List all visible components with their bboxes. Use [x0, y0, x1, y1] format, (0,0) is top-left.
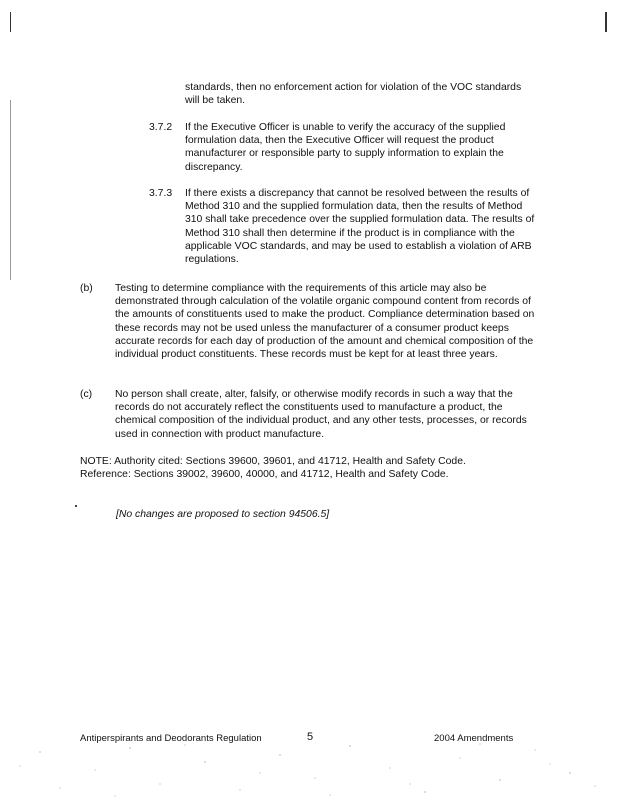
scan-noise [0, 740, 619, 800]
page-number: 5 [307, 731, 314, 743]
footer-edition: 2004 Amendments [434, 733, 514, 744]
subsection-text-3-7-2: If the Executive Officer is unable to verify the accuracy of the supplied formulation data, then the Executive Officer will request the product manufacturer or responsible party to supply information to explain the discrepancy. [185, 122, 506, 173]
continuation-text: standards, then no enforcement action for violation of the VOC standards will be taken. [185, 82, 522, 107]
subsection-number-3-7-3: 3.7.3 [149, 188, 173, 199]
footer-title: Antiperspirants and Deodorants Regulation [80, 733, 262, 744]
paragraph-label-b: (b) [80, 283, 93, 294]
left-margin-line [10, 100, 11, 280]
subsection-text-3-7-3: If there exists a discrepancy that cannot be resolved between the results of Method 310 and the supplied formulation data, then the results of Method 310 shall take precedence over the supplied formulation data. The results of Method 310 shall then determine if the product is in compliance with the applicable VOC standards, and may be used to establish a violation of ARB regulations. [185, 188, 535, 266]
note-reference: Reference: Sections 39002, 39600, 40000, and 41712, Health and Safety Code. [80, 469, 449, 480]
note-authority: NOTE: Authority cited: Sections 39600, 39601, and 41712, Health and Safety Code. [80, 456, 466, 467]
left-edge-mark [10, 12, 11, 32]
right-edge-mark [605, 12, 607, 32]
no-changes-note: [No changes are proposed to section 94506.5] [116, 509, 330, 520]
paragraph-text-c: No person shall create, alter, falsify, or otherwise modify records in such a way that the records do not accurately reflect the constituents used to manufacture a product, the chemical composition of the individual product, and any other tests, processes, or records used in connection with product manufacture. [115, 389, 527, 440]
paragraph-label-c: (c) [80, 389, 93, 400]
paragraph-text-b: Testing to determine compliance with the requirements of this article may also be demonstrated through calculation of the volatile organic compound content from records of the amounts of constituents used to make the product. Compliance determination based on these records may not be used unless the manufacturer of a consumer product keeps accurate records for each day of production of the amount and chemical composition of the individual product constituents. These records must be kept for at least three years. [115, 283, 535, 361]
scan-dot [75, 505, 77, 507]
subsection-number-3-7-2: 3.7.2 [149, 122, 173, 133]
